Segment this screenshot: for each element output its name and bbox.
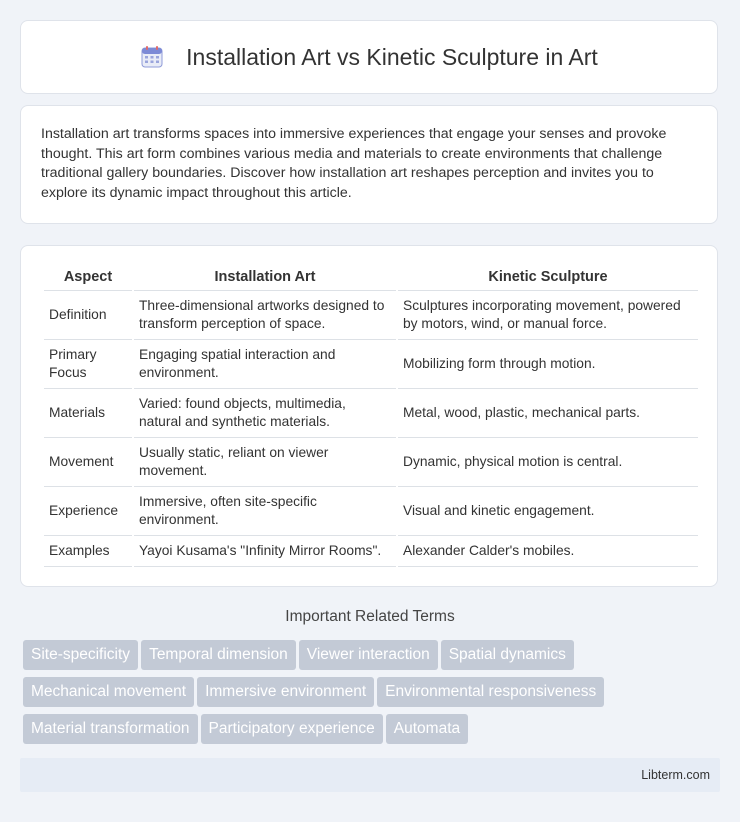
table-row — [44, 438, 698, 487]
header-installation-art: Installation Art — [134, 264, 396, 291]
tag-site-specificity[interactable]: Site-specificity — [23, 640, 138, 670]
tag-participatory-experience[interactable]: Participatory experience — [201, 714, 383, 744]
row-kinetic: Sculptures incorporating movement, powered by motors, wind, or manual force. — [398, 291, 698, 340]
table-row — [44, 291, 698, 340]
table-row — [44, 487, 698, 536]
table-row — [44, 389, 698, 438]
header-kinetic-sculpture: Kinetic Sculpture — [398, 264, 698, 291]
row-installation: Immersive, often site-specific environment. — [134, 487, 396, 536]
row-aspect: Definition — [44, 291, 132, 340]
related-terms-title: Important Related Terms — [285, 608, 455, 625]
row-kinetic: Metal, wood, plastic, mechanical parts. — [398, 389, 698, 438]
row-kinetic: Visual and kinetic engagement. — [398, 487, 698, 536]
row-installation: Yayoi Kusama's "Infinity Mirror Rooms". — [134, 536, 396, 567]
table-row — [44, 536, 698, 567]
row-kinetic: Dynamic, physical motion is central. — [398, 438, 698, 487]
row-aspect: Experience — [44, 487, 132, 536]
row-aspect: Movement — [44, 438, 132, 487]
row-kinetic: Alexander Calder's mobiles. — [398, 536, 698, 567]
header-card — [20, 20, 718, 94]
page-title: Installation Art vs Kinetic Sculpture in Art — [186, 43, 598, 70]
comparison-table — [42, 264, 700, 567]
footer-link[interactable]: Libterm.com — [641, 768, 710, 782]
tag-temporal-dimension[interactable]: Temporal dimension — [141, 640, 296, 670]
intro-card — [20, 105, 718, 224]
tag-viewer-interaction[interactable]: Viewer interaction — [299, 640, 438, 670]
row-installation: Usually static, reliant on viewer movement. — [134, 438, 396, 487]
tag-immersive-environment[interactable]: Immersive environment — [197, 677, 374, 707]
comparison-table-card — [20, 245, 718, 587]
row-aspect: Primary Focus — [44, 340, 132, 389]
row-aspect: Materials — [44, 389, 132, 438]
tag-environmental-responsiveness[interactable]: Environmental responsiveness — [377, 677, 604, 707]
header-aspect: Aspect — [44, 264, 132, 291]
tag-material-transformation[interactable]: Material transformation — [23, 714, 198, 744]
tag-mechanical-movement[interactable]: Mechanical movement — [23, 677, 194, 707]
table-header-row — [44, 264, 698, 291]
tag-spatial-dynamics[interactable]: Spatial dynamics — [441, 640, 574, 670]
table-row — [44, 340, 698, 389]
row-aspect: Examples — [44, 536, 132, 567]
row-installation: Three-dimensional artworks designed to transform perception of space. — [134, 291, 396, 340]
tag-automata[interactable]: Automata — [386, 714, 468, 744]
related-terms-list — [23, 640, 713, 751]
row-installation: Engaging spatial interaction and environment. — [134, 340, 396, 389]
intro-text: Installation art transforms spaces into immersive experiences that engage your senses and provoke thought. This art form combines various media and materials to create environments that challenge traditional gallery boundaries. Discover how installation art reshapes perception and invites you to explore its dynamic impact throughout this article. — [41, 126, 667, 201]
row-installation: Varied: found objects, multimedia, natural and synthetic materials. — [134, 389, 396, 438]
calendar-icon — [140, 45, 164, 69]
row-kinetic: Mobilizing form through motion. — [398, 340, 698, 389]
footer — [20, 758, 720, 792]
